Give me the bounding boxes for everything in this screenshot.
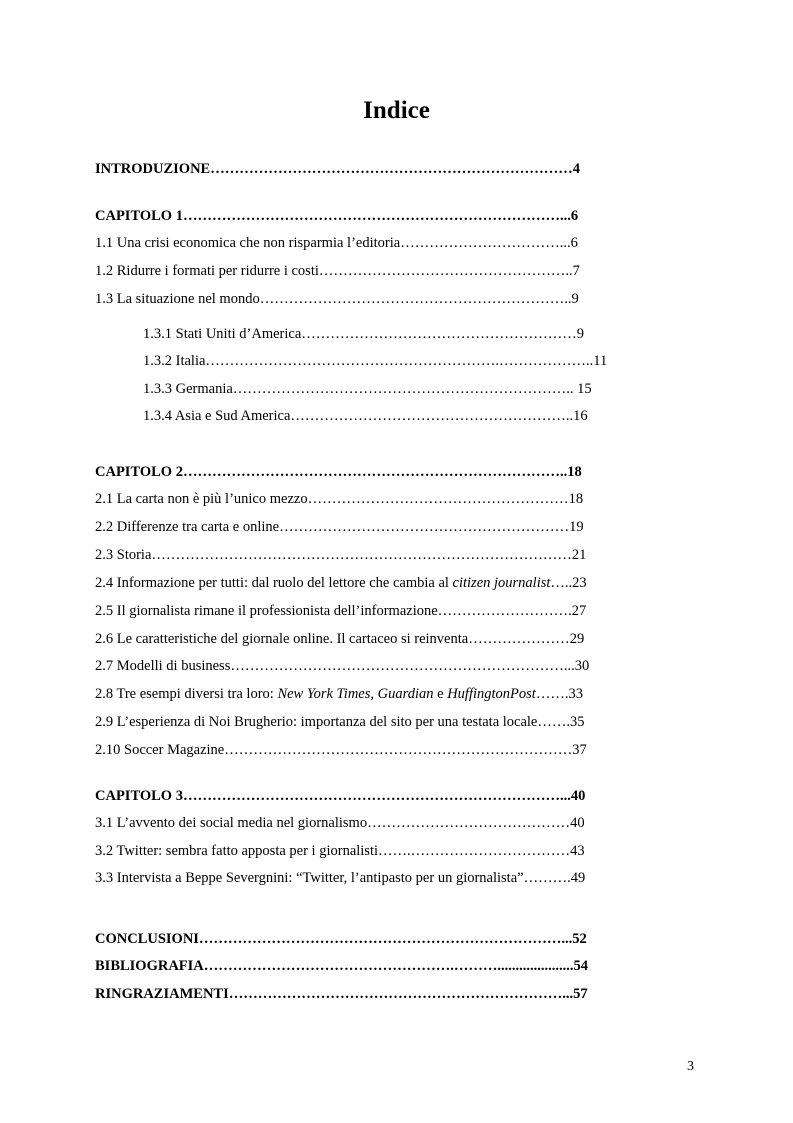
- toc-entry-capitolo-2: CAPITOLO 2……………………………………………………………………..18: [95, 464, 582, 480]
- toc-entry-2-8-italic-1: New York Times, Guardian: [277, 686, 434, 702]
- toc-entry-2-4-italic: citizen journalist: [452, 575, 551, 591]
- toc-entry-2-3: 2.3 Storia……………………………………………………………………………21: [95, 547, 587, 563]
- toc-entry-ringraziamenti: RINGRAZIAMENTI……………………………………………………………...57: [95, 986, 588, 1002]
- toc-entry-2-4: [95, 574, 640, 592]
- toc-entry-2-6: 2.6 Le caratteristiche del giornale online. Il cartaceo si reinventa…………………29: [95, 631, 585, 647]
- toc-entry-capitolo-3: CAPITOLO 3……………………………………………………………………...40: [95, 788, 586, 804]
- toc-entry-2-7: 2.7 Modelli di business……………………………………………………………...30: [95, 658, 590, 674]
- toc-entry-capitolo-1: CAPITOLO 1……………………………………………………………………...6: [95, 208, 579, 224]
- toc-entry-3-2: 3.2 Twitter: sembra fatto apposta per i giornalisti…….……………………………43: [95, 843, 585, 859]
- toc-entry-2-1: 2.1 La carta non è più l’unico mezzo………………………………………………18: [95, 491, 584, 507]
- toc-entry-1-2: 1.2 Ridurre i formati per ridurre i costi……………………………………………..7: [95, 263, 580, 279]
- toc-entry-introduzione: INTRODUZIONE…………………………………………………………………4: [95, 161, 580, 177]
- toc-entry-1-3-1: 1.3.1 Stati Uniti d’America…………………………………………………9: [143, 326, 585, 342]
- toc-entry-2-8-conj: e: [433, 686, 448, 702]
- toc-entry-3-1: 3.1 L’avvento dei social media nel giornalismo……………………………………40: [95, 815, 585, 831]
- toc-entry-3-3: 3.3 Intervista a Beppe Severgnini: “Twitter, l’antipasto per un giornalista”……….49: [95, 870, 586, 886]
- page-title: Indice: [363, 97, 430, 124]
- toc-entry-1-3-3: 1.3.3 Germania…………………………………………………………….. 15: [143, 381, 592, 397]
- toc-entry-2-8-leader: …….33: [535, 686, 583, 702]
- toc-entry-2-5: 2.5 Il giornalista rimane il professionista dell’informazione……………………….27: [95, 603, 587, 619]
- toc-entry-2-8-italic-2: HuffingtonPost: [447, 686, 536, 702]
- toc-entry-conclusioni: CONCLUSIONI…………………………………………………………………...52: [95, 931, 587, 947]
- toc-entry-bibliografia: BIBLIOGRAFIA…………………………………………….……….....................54: [95, 958, 589, 974]
- toc-entry-2-8: [95, 685, 640, 703]
- page-number: 3: [687, 1059, 694, 1074]
- toc-entry-1-3-4: 1.3.4 Asia e Sud America…………………………………………………..16: [143, 408, 588, 424]
- toc-entry-2-4-leader: …..23: [550, 575, 587, 591]
- toc-entry-1-3-2: 1.3.2 Italia…………………………………………………….………………..11: [143, 353, 608, 369]
- toc-entry-2-4-text: 2.4 Informazione per tutti: dal ruolo del lettore che cambia al: [95, 575, 453, 591]
- toc-entry-2-9: 2.9 L’esperienza di Noi Brugherio: importanza del sito per una testata locale…….35: [95, 714, 585, 730]
- toc-entry-2-8-text: 2.8 Tre esempi diversi tra loro:: [95, 686, 278, 702]
- toc-entry-1-3: 1.3 La situazione nel mondo………………………………………………………..9: [95, 291, 579, 307]
- toc-entry-2-10: 2.10 Soccer Magazine………………………………………………………………37: [95, 742, 587, 758]
- toc-entry-1-1: 1.1 Una crisi economica che non risparmia l’editoria……………………………...6: [95, 235, 578, 251]
- toc-entry-2-2: 2.2 Differenze tra carta e online……………………………………………………19: [95, 519, 584, 535]
